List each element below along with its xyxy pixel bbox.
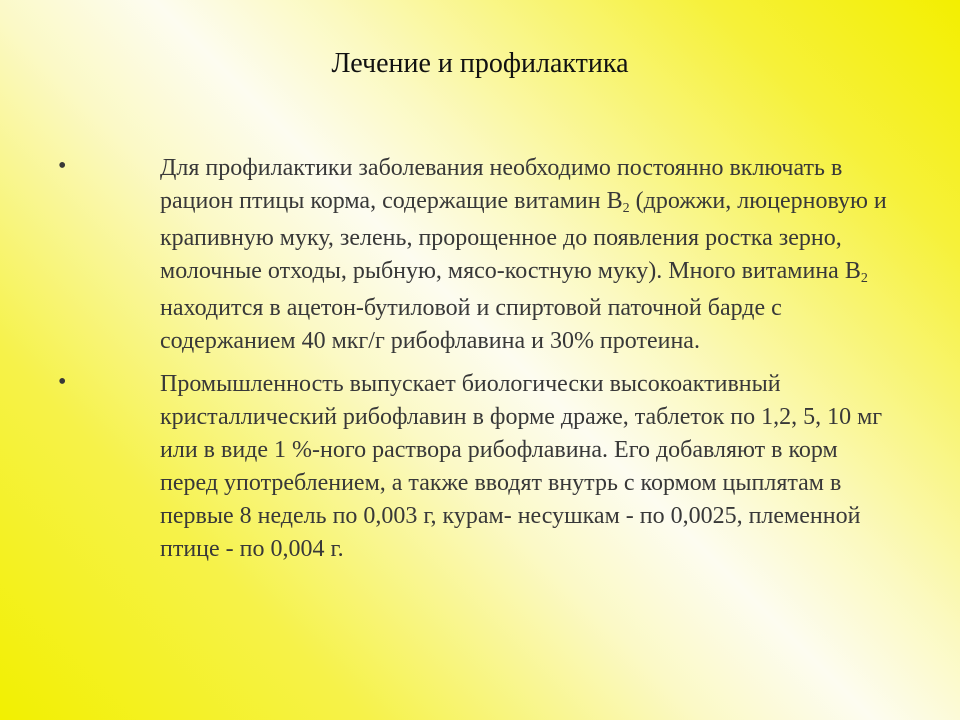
- bullet-line: перед употреблением, а также вводят внутрь с кормом цыплятам в: [160, 470, 842, 496]
- bullet-line: содержанием 40 мкг/г рибофлавина и 30% протеина.: [160, 328, 700, 354]
- bullet-line: Промышленность выпускает биологически высокоактивный: [160, 371, 781, 397]
- bullet-icon: •: [58, 153, 67, 179]
- bullet-line: [160, 185, 920, 218]
- bullet-line: первые 8 недель по 0,003 г, курам- несушкам - по 0,0025, племенной: [160, 503, 861, 529]
- bullet-item: [58, 368, 920, 566]
- bullet-line: [160, 255, 920, 288]
- bullet-line-text: (дрожжи, люцерновую и: [629, 188, 887, 214]
- slide-title: Лечение и профилактика: [331, 48, 629, 79]
- bullet-line: кристаллический рибофлавин в форме драже, таблеток по 1,2, 5, 10 мг: [160, 404, 883, 430]
- subscript: 2: [860, 271, 868, 286]
- slide-body: [58, 152, 920, 566]
- bullet-line-text: молочные отходы, рыбную, мясо-костную муку). Много витамина B: [160, 258, 861, 284]
- bullet-line-text: рацион птицы корма, содержащие витамин B: [160, 188, 623, 214]
- subscript: 2: [622, 201, 630, 216]
- bullet-line: птице - по 0,004 г.: [160, 536, 344, 562]
- bullet-line: находится в ацетон-бутиловой и спиртовой паточной барде с: [160, 295, 782, 321]
- bullet-line: крапивную муку, зелень, пророщенное до появления ростка зерно,: [160, 225, 842, 251]
- bullet-line: Для профилактики заболевания необходимо постоянно включать в: [160, 155, 843, 181]
- bullet-line: или в виде 1 %-ного раствора рибофлавина. Его добавляют в корм: [160, 437, 838, 463]
- bullet-icon: •: [58, 369, 67, 395]
- bullet-item: [58, 152, 920, 358]
